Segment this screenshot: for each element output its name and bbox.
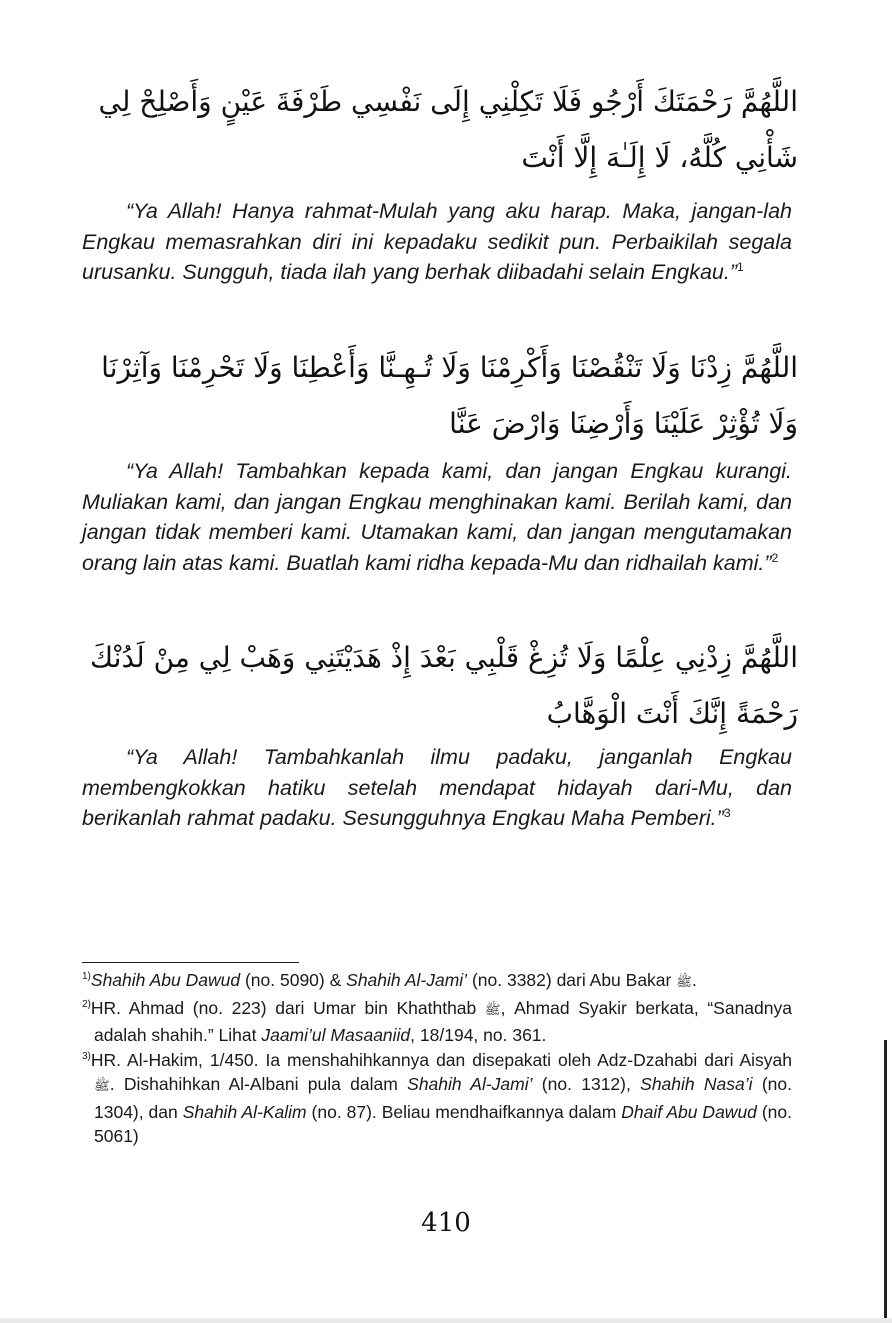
translation-text: “Ya Allah! Tambahkanlah ilmu padaku, janganlah Engkau membengkokkan hatiku setelah mendapat hidayah dari-Mu, dan berikanlah rahmat padaku. Sesungguhnya Engkau Maha Pemberi.” xyxy=(82,745,792,830)
source-title: Shahih Al-Jami’ xyxy=(346,970,468,990)
source-title: Shahih Nasa’i xyxy=(640,1074,753,1094)
footnote-text: (no. 3382) dari Abu Bakar xyxy=(467,970,677,990)
source-title: Shahih Al-Jami’ xyxy=(407,1074,533,1094)
translation-dua-1 xyxy=(82,196,792,288)
footnote-text: . xyxy=(691,970,697,990)
arabic-dua-3: اللَّهُمَّ زِدْنِي عِلْمًا وَلَا تُزِغْ قَلْبِي بَعْدَ إِذْ هَدَيْتَنِي وَهَبْ لِي مِنْ لَدُنْكَ رَحْمَةً إِنَّكَ أَنْتَ الْوَهَّابُ xyxy=(90,641,798,730)
source-title: Jaami’ul Masaaniid xyxy=(261,1025,411,1045)
footnote-text: HR. Al-Hakim, 1/450. Ia menshahihkannya dan disepakati oleh Adz-Dzahabi dari Aisyah xyxy=(90,1049,792,1070)
footnote-text: (no. 1312), xyxy=(532,1074,641,1094)
translation-dua-2 xyxy=(82,456,792,578)
footnote-1 xyxy=(82,968,792,996)
scan-edge-bottom xyxy=(0,1318,892,1323)
source-title: Dhaif Abu Dawud xyxy=(621,1101,757,1122)
footnote-number: 3) xyxy=(82,1050,91,1062)
footnote-ref: 3 xyxy=(723,805,731,820)
translation-text: “Ya Allah! Tambahkan kepada kami, dan jangan Engkau kurangi. Muliakan kami, dan jangan Engkau menghinakan kami. Berilah kami, dan jangan tidak memberi kami. Utamakan kami, dan jangan mengutamakan orang lain atas kami. Buatlah kami ridha kepada-Mu dan ridhailah kami.” xyxy=(82,459,792,575)
footnote-text: HR. Ahmad (no. 223) dari Umar bin Khaththab xyxy=(90,997,485,1018)
footnote-text: (no. 5090) & xyxy=(240,970,347,990)
translation-text: “Ya Allah! Hanya rahmat-Mulah yang aku harap. Maka, jangan-lah Engkau memasrahkan diri ini kepadaku sedikit pun. Perbaikilah segala urusanku. Sungguh, tiada ilah yang berhak diibadahi selain Engkau.” xyxy=(82,199,792,284)
arabic-dua-1: اللَّهُمَّ رَحْمَتَكَ أَرْجُو فَلَا تَكِلْنِي إِلَى نَفْسِي طَرْفَةَ عَيْنٍ وَأَصْلِحْ لِي شَأْنِي كُلَّهُ، لَا إِلَـٰهَ إِلَّا أَنْتَ xyxy=(98,85,798,174)
honorific-icon: ﷺ xyxy=(484,1002,501,1018)
footnote-rule xyxy=(82,962,299,963)
honorific-icon: ﷺ xyxy=(676,975,692,990)
source-title: Shahih Al-Kalim xyxy=(182,1101,307,1122)
footnotes xyxy=(82,968,792,1149)
footnote-text: , Ahmad Syakir berkata, “Sanadnya adalah shahih.” Lihat xyxy=(94,997,792,1045)
footnote-number: 2) xyxy=(82,998,91,1010)
translation-dua-3 xyxy=(82,742,792,834)
footnote-2 xyxy=(82,996,792,1048)
source-title: Shahih Abu Dawud xyxy=(90,970,241,990)
footnote-text: . Dishahihkan Al-Albani pula dalam xyxy=(109,1074,408,1094)
honorific-icon: ﷺ xyxy=(94,1079,110,1094)
footnote-text: (no. 87). Beliau mendhaifkannya dalam xyxy=(306,1101,622,1122)
footnote-text: , 18/194, no. 361. xyxy=(410,1025,547,1045)
page-number: 410 xyxy=(421,1208,471,1238)
footnote-text: (no. 1304), dan xyxy=(94,1074,792,1122)
footnote-3 xyxy=(82,1048,792,1149)
footnote-text: (no. 5061) xyxy=(94,1101,793,1146)
footnote-ref: 2 xyxy=(771,550,779,565)
footnote-number: 1) xyxy=(82,971,91,983)
scan-edge-right xyxy=(884,1040,887,1323)
footnote-ref: 1 xyxy=(737,259,744,274)
arabic-dua-2: اللَّهُمَّ زِدْنَا وَلَا تَنْقُصْنَا وَأَكْرِمْنَا وَلَا تُـهِـنَّا وَأَعْطِنَا وَلَا تَحْرِمْنَا وَآثِرْنَا وَلَا تُؤْثِرْ عَلَيْنَا وَأَرْضِنَا وَارْضَ عَنَّا xyxy=(101,351,798,440)
